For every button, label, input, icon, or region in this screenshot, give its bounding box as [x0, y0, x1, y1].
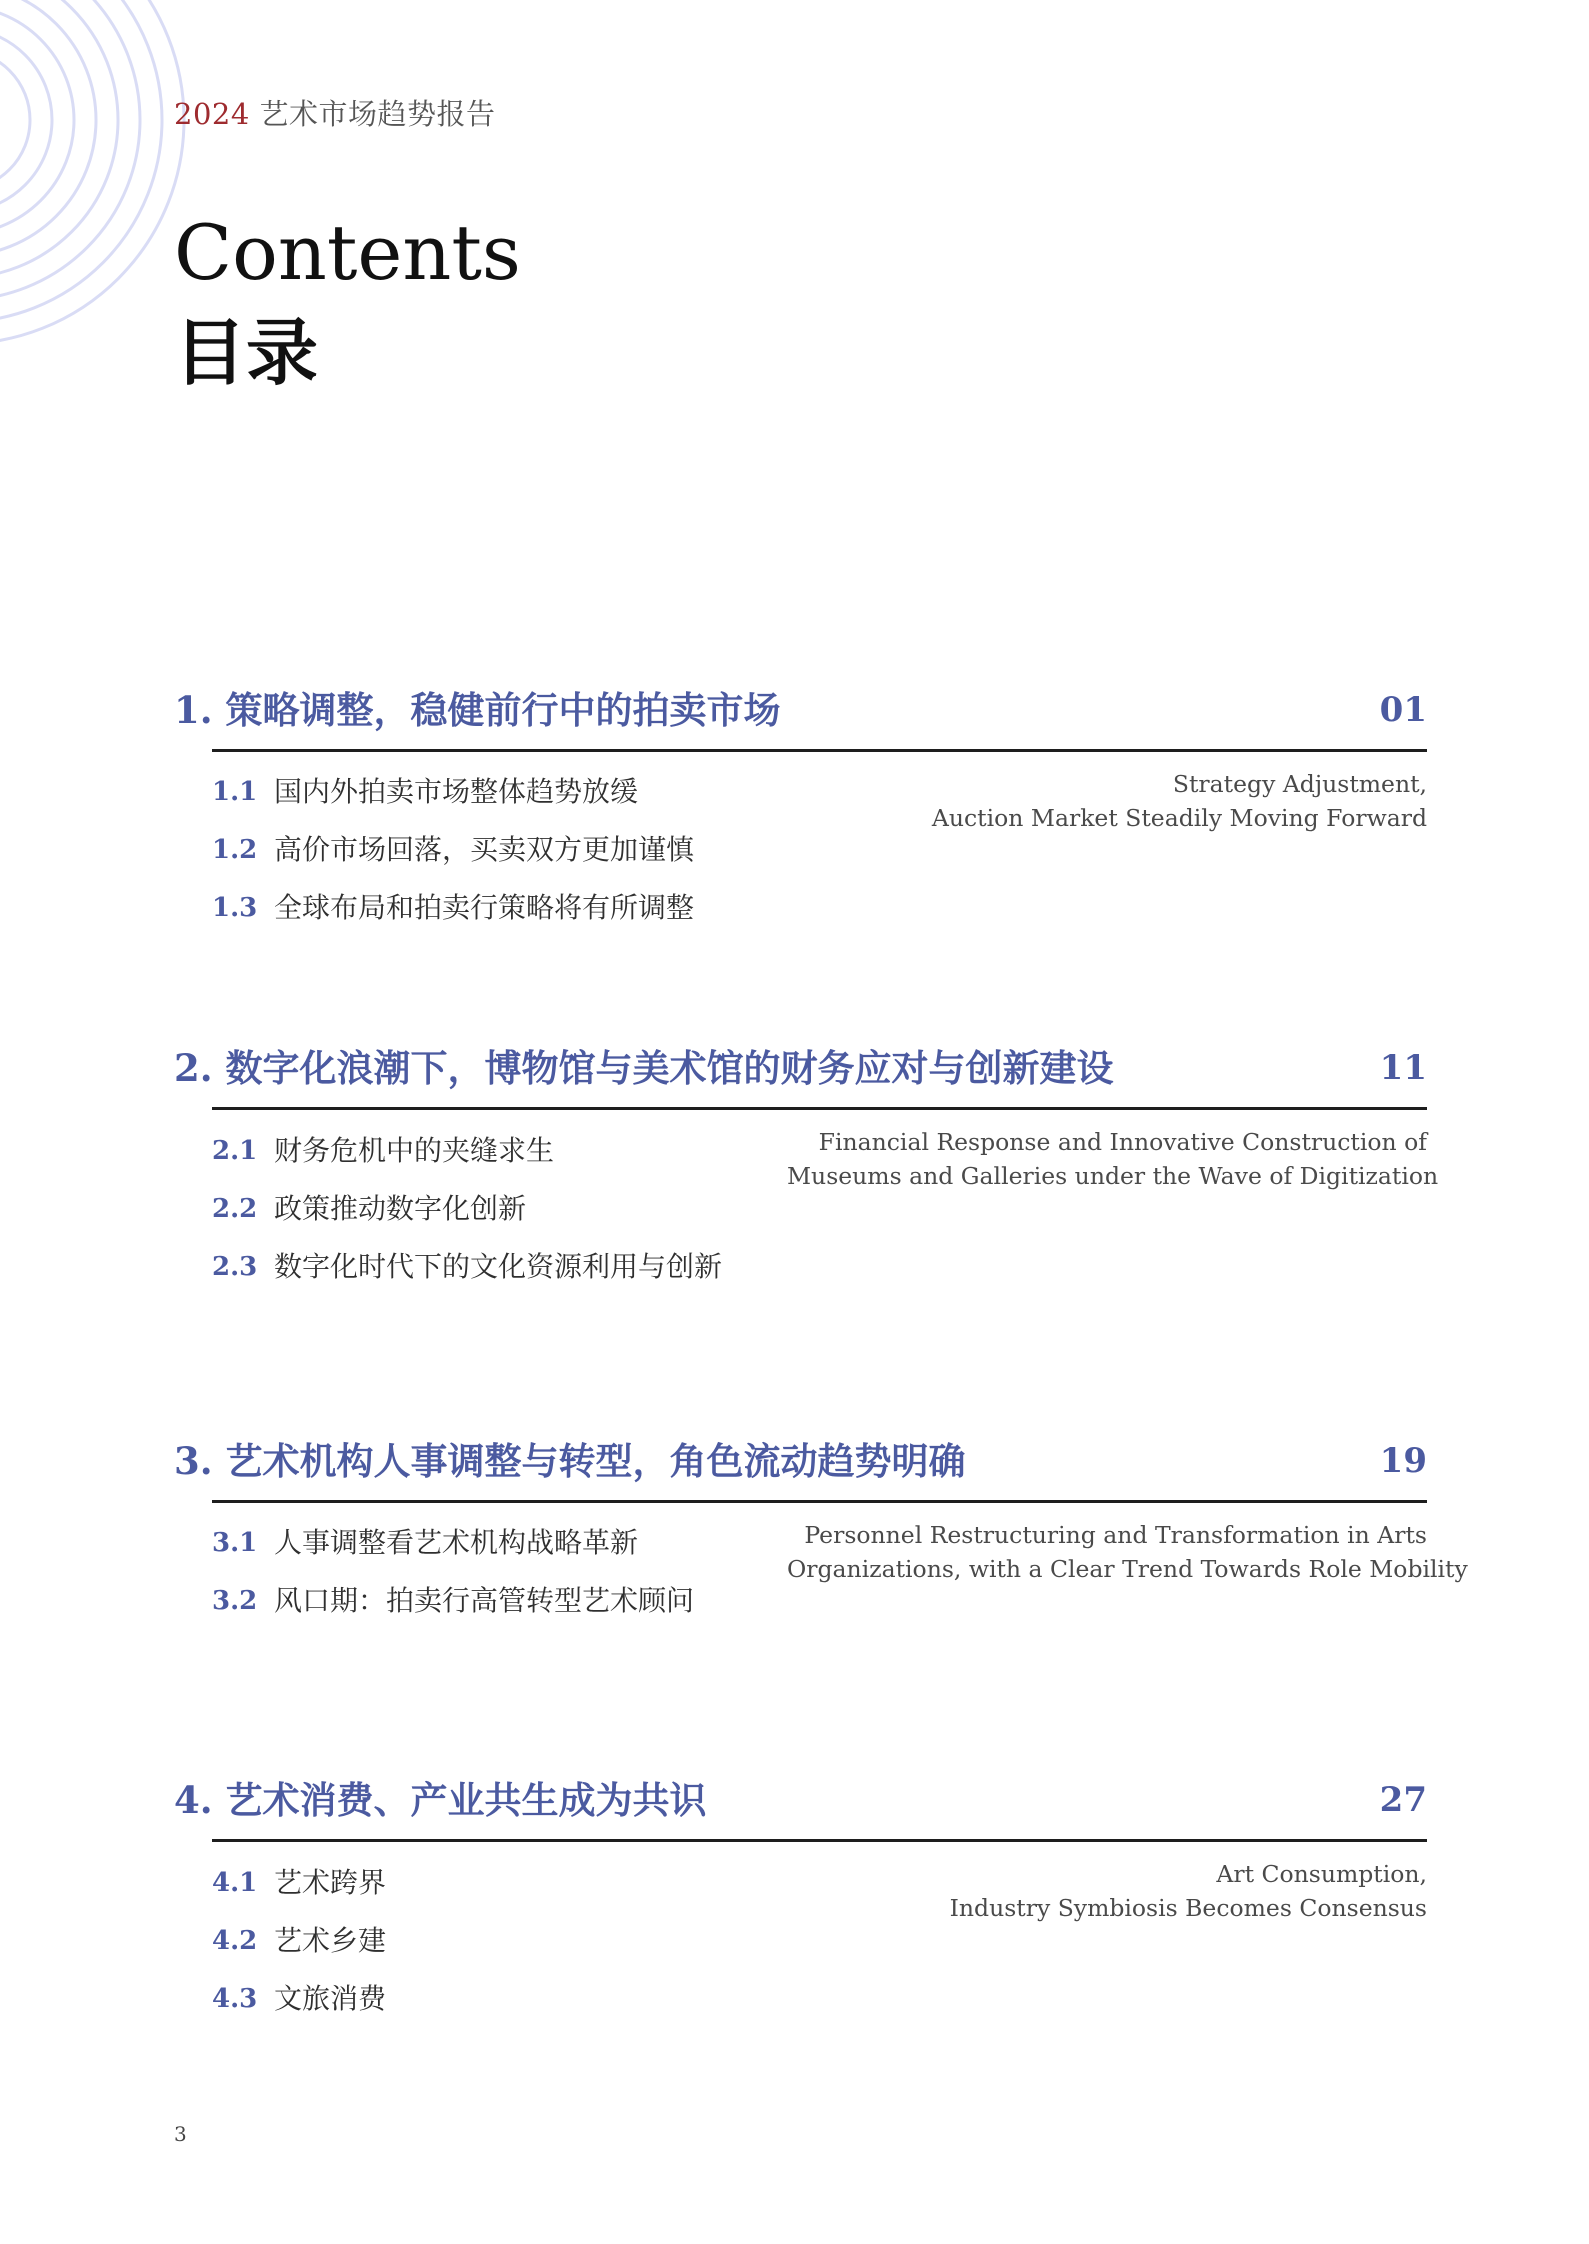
toc-section-title[interactable]: 3. 艺术机构人事调整与转型，角色流动趋势明确 [174, 1439, 966, 1483]
section-english-title [787, 1125, 1439, 1193]
toc-page-number: 11 [1379, 1048, 1427, 1088]
subsection-number: 3.1 [212, 1528, 258, 1558]
subsection-label: 全球布局和拍卖行策略将有所调整 [274, 891, 695, 924]
english-title-line: Strategy Adjustment, [1172, 770, 1427, 798]
contents-title-en: Contents [174, 208, 521, 297]
english-title-line: Financial Response and Innovative Construction of [818, 1128, 1427, 1156]
subsection-number: 4.3 [212, 1984, 258, 2014]
report-year: 2024 [174, 97, 250, 131]
subsection-number: 3.2 [212, 1586, 258, 1616]
subsection-label: 艺术跨界 [274, 1866, 387, 1899]
decorative-rings [0, 0, 200, 370]
subsection-number: 1.1 [212, 777, 258, 807]
section-divider [212, 1107, 1427, 1110]
toc-section-3 [174, 1433, 1468, 1617]
subsection-label: 艺术乡建 [274, 1924, 387, 1957]
subsection-number: 2.2 [212, 1194, 258, 1224]
subsection-number: 4.1 [212, 1868, 258, 1898]
subsection-number: 4.2 [212, 1926, 258, 1956]
toc-section-title[interactable]: 1. 策略调整，稳健前行中的拍卖市场 [174, 688, 781, 732]
subsection-label: 政策推动数字化创新 [274, 1192, 527, 1225]
english-title-line: Art Consumption, [1216, 1860, 1427, 1888]
page-number: 3 [174, 2122, 187, 2146]
toc-section-title[interactable]: 2. 数字化浪潮下，博物馆与美术馆的财务应对与创新建设 [174, 1046, 1114, 1090]
subsection-number: 2.3 [212, 1252, 258, 1282]
subsection-label: 数字化时代下的文化资源利用与创新 [274, 1250, 723, 1283]
english-title-line: Auction Market Steadily Moving Forward [931, 804, 1427, 832]
toc-section-1 [174, 682, 1427, 924]
toc-page-number: 27 [1379, 1780, 1427, 1820]
toc-section-4 [174, 1772, 1427, 2015]
english-title-line: Museums and Galleries under the Wave of Digitization [787, 1162, 1439, 1190]
contents-title-zh: 目录 [174, 310, 319, 395]
section-english-title [787, 767, 1427, 835]
report-header [174, 92, 496, 133]
section-english-title [787, 1518, 1468, 1586]
english-title-line: Industry Symbiosis Becomes Consensus [949, 1894, 1427, 1922]
subsection-label: 风口期：拍卖行高管转型艺术顾问 [274, 1584, 695, 1617]
section-divider [212, 749, 1427, 752]
toc-page-number: 19 [1379, 1441, 1427, 1481]
subsection-label: 国内外拍卖市场整体趋势放缓 [274, 775, 639, 808]
toc-section-title[interactable]: 4. 艺术消费、产业共生成为共识 [174, 1778, 707, 1822]
section-divider [212, 1500, 1427, 1503]
subsection-label: 人事调整看艺术机构战略革新 [274, 1526, 639, 1559]
toc-section-2 [174, 1040, 1439, 1283]
english-title-line: Organizations, with a Clear Trend Towards Role Mobility [787, 1555, 1468, 1583]
subsection-number: 1.3 [212, 893, 258, 923]
subsection-label: 财务危机中的夹缝求生 [274, 1134, 555, 1167]
subsection-number: 2.1 [212, 1136, 258, 1166]
section-divider [212, 1839, 1427, 1842]
report-title: 艺术市场趋势报告 [249, 97, 496, 131]
section-english-title [787, 1857, 1427, 1925]
subsection-label: 高价市场回落，买卖双方更加谨慎 [274, 833, 695, 866]
subsection-label: 文旅消费 [274, 1982, 387, 2015]
subsection-number: 1.2 [212, 835, 258, 865]
english-title-line: Personnel Restructuring and Transformation in Arts [804, 1521, 1427, 1549]
toc-page-number: 01 [1379, 690, 1427, 730]
